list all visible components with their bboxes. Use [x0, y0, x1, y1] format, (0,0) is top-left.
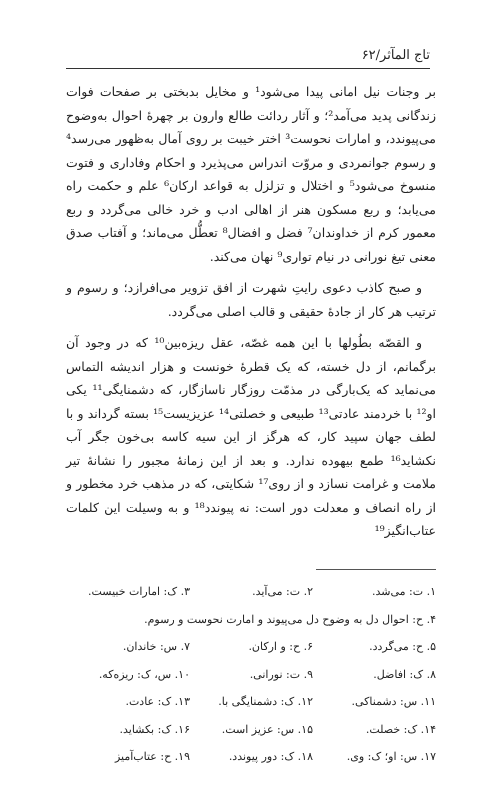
footnote-divider	[316, 569, 436, 570]
footnote: ١٠. س، ک: ریزه‌که.	[98, 667, 190, 681]
footnote: ٨. ک: افاضل.	[373, 667, 436, 681]
paragraph: و صبح کاذب دعوی رایتِ شهرت از افق تزویر می‌افرازد؛ و رسوم و ترتیب هر کار از جادهٔ حقیقی و قالب اصلی می‌گردد.	[66, 280, 436, 319]
footnote: ١١. س: دشمناکی.	[351, 695, 436, 708]
footnote-row	[66, 661, 436, 689]
footnote: ١۵. س: عزیز است.	[221, 722, 313, 736]
page-header	[66, 44, 430, 69]
paragraph: و القصّه بطُولها با این همه غصّه، عقل ریزه‌بین¹⁰ که در وجود آن برگمانم، از دل خسته، که یک قطرهٔ خونست و هزار اندیشه التماس می‌نماید که یک‌بارگی در مذمّت روزگار ناسازگار، که دشمنایگی¹¹ یکی او¹² با خردمند عادتی¹³ طبیعی و خصلتی¹⁴ عزیزیست¹⁵ بسته گرداند و با لطف جهان سپید کار، که هرگز از این سیه کاسه بی‌خون جگر آب نکشاید¹⁶ طمع بیهوده ندارد. و بعد از این زمانهٔ مجبور را نشانهٔ تیر ملامت و غرامت نسازد و از روی¹⁷ شکایتی، که در مذهب خرد مخطور و از راه انصاف و معدلت دور است: نه پیوندد¹⁸ و به وسیلت این کلمات عتاب‌انگیز¹⁹	[66, 335, 436, 538]
main-text	[66, 80, 436, 551]
footnote: ١۶. ک: بکشاید.	[119, 722, 190, 736]
footnote: ١۴. ک: خصلت.	[365, 722, 436, 736]
footnote: ۶. ح: و ارکان.	[248, 640, 313, 653]
paragraph: بر وجنات نیل امانی پیدا می‌شود¹ و مخایل بدبختی بر صفحات فوات زندگانی پدید می‌آمد²؛ و آثار ردائت طالع وارون بر چهرهٔ احوال به‌وضوح می‌پیوندد، و امارات نحوست³ اختر خیبت بر روی آمال به‌ظهور می‌رسد⁴ و رسوم جوانمردی و مروّت اندراس می‌پذیرد و احکام وفاداری و فتوت منسوخ می‌شود⁵ و اختلال و تزلزل به قواعد ارکان⁶ علم و حکمت راه می‌یابد؛ و ربع مسکون هنر از اهالی ادب و خرد خالی می‌گردد و ربع معمور کرم از خداوندان⁷ فضل و افضال⁸ تعطُّل می‌ماند؛ و آفتاب صدق معنی تیغ نورانی در نیام تواری⁹ نهان می‌کند.	[66, 84, 436, 264]
footnote: ۴. ح: احوال دل به وضوح دل می‌پیوند و امارت نحوست و رسوم.	[144, 612, 436, 626]
footnote: ١٢. ک: دشمنایگی با.	[218, 695, 313, 708]
footnote: ٩. ت: نورانی.	[249, 667, 313, 681]
footnote: ١٩. ح: عتاب‌آمیز	[114, 750, 190, 763]
footnote: ٣. ک: امارات خبیست.	[87, 585, 190, 598]
footnote-row	[66, 688, 436, 716]
footnote-row	[66, 633, 436, 661]
footnote: ٢. ت: می‌آید.	[252, 585, 313, 598]
footnote-row	[66, 743, 436, 771]
footnote: ۵. ح: می‌گردد.	[369, 640, 436, 653]
footnote: ١٧. س: او؛ ک: وی.	[346, 750, 436, 763]
footnote-row	[66, 606, 436, 634]
footnote: ١٣. ک: عادت.	[125, 695, 190, 708]
footnote-row	[66, 578, 436, 606]
footnote-row	[66, 716, 436, 744]
footnote: ١٨. ک: دور پیوندد.	[228, 750, 313, 763]
footnote: ٧. س: خاندان.	[122, 640, 190, 653]
running-title: تاج المآثر/۶۲	[361, 48, 430, 63]
footnote: ١. ت: می‌شد.	[371, 585, 436, 598]
footnotes	[66, 578, 436, 771]
